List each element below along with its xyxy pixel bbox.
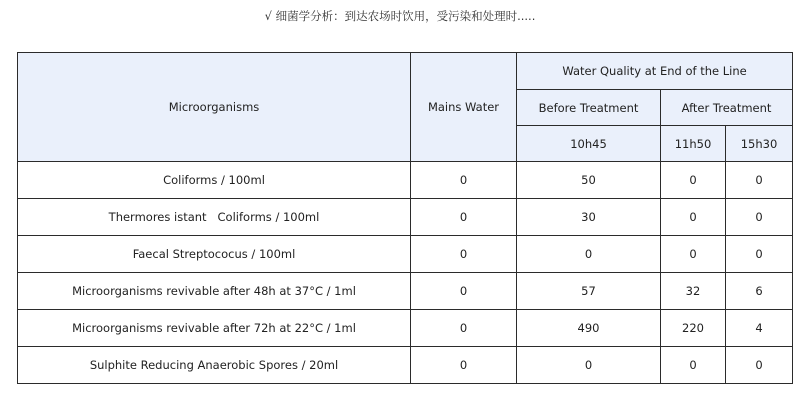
cell-after-1: 0 [661, 199, 726, 236]
cell-before: 490 [517, 310, 661, 347]
row-name: Microorganisms revivable after 48h at 37°C / 1ml [18, 273, 411, 310]
cell-before: 0 [517, 347, 661, 384]
cell-mains: 0 [411, 162, 517, 199]
caption: √ 细菌学分析：到达农场时饮用，受污染和处理时..... [264, 9, 536, 23]
header-microorganisms: Microorganisms [18, 53, 411, 162]
cell-after-2: 0 [726, 236, 793, 273]
row-name: Microorganisms revivable after 72h at 22°C / 1ml [18, 310, 411, 347]
cell-before: 57 [517, 273, 661, 310]
table-row [18, 347, 793, 384]
cell-mains: 0 [411, 310, 517, 347]
header-time-after-2: 15h30 [726, 126, 793, 162]
header-time-after-1: 11h50 [661, 126, 726, 162]
row-name: Faecal Streptococus / 100ml [18, 236, 411, 273]
cell-after-1: 0 [661, 347, 726, 384]
cell-mains: 0 [411, 347, 517, 384]
table-row [18, 310, 793, 347]
header-after-treatment: After Treatment [661, 90, 793, 126]
water-quality-table [17, 52, 793, 384]
row-name: Thermores istant Coliforms / 100ml [18, 199, 411, 236]
cell-after-1: 220 [661, 310, 726, 347]
cell-mains: 0 [411, 199, 517, 236]
header-water-quality: Water Quality at End of the Line [517, 53, 793, 90]
cell-after-2: 0 [726, 347, 793, 384]
cell-after-1: 32 [661, 273, 726, 310]
table-row [18, 199, 793, 236]
cell-after-2: 0 [726, 199, 793, 236]
cell-mains: 0 [411, 273, 517, 310]
header-before-treatment: Before Treatment [517, 90, 661, 126]
cell-after-1: 0 [661, 236, 726, 273]
cell-before: 30 [517, 199, 661, 236]
cell-before: 50 [517, 162, 661, 199]
cell-after-2: 4 [726, 310, 793, 347]
header-mains-water: Mains Water [411, 53, 517, 162]
table-row [18, 162, 793, 199]
row-name: Coliforms / 100ml [18, 162, 411, 199]
table-row [18, 236, 793, 273]
cell-after-1: 0 [661, 162, 726, 199]
table-row [18, 273, 793, 310]
cell-before: 0 [517, 236, 661, 273]
cell-after-2: 0 [726, 162, 793, 199]
row-name: Sulphite Reducing Anaerobic Spores / 20ml [18, 347, 411, 384]
cell-mains: 0 [411, 236, 517, 273]
cell-after-2: 6 [726, 273, 793, 310]
header-time-before: 10h45 [517, 126, 661, 162]
